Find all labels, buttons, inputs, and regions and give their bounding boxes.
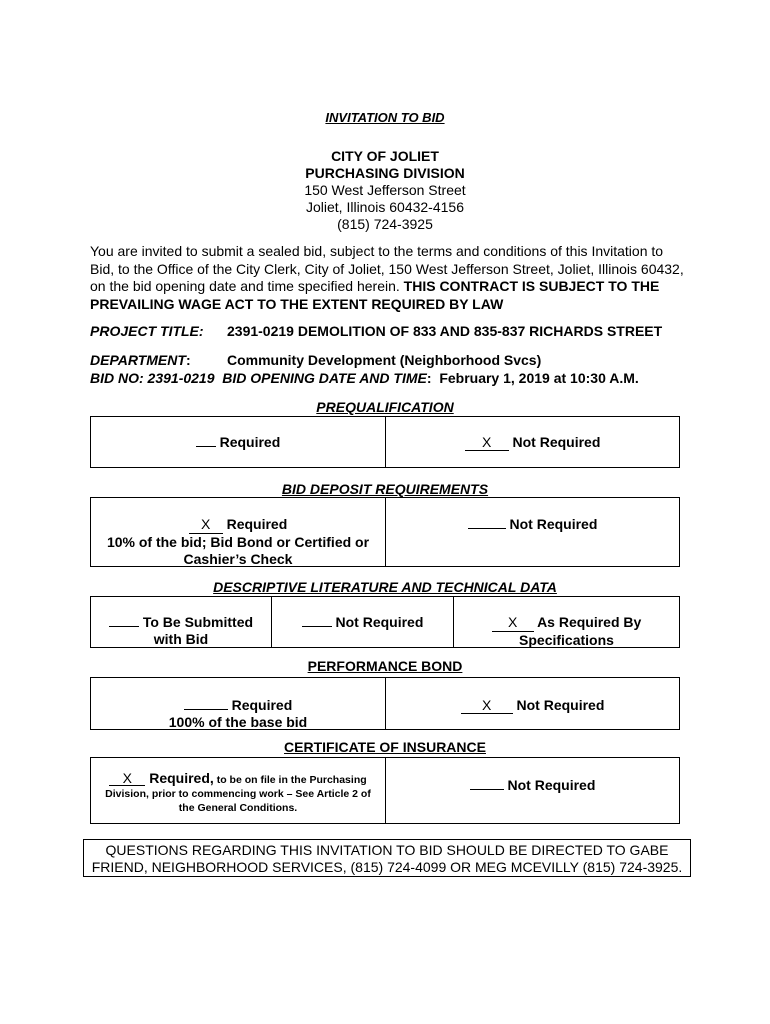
department-label-wrap <box>90 352 191 368</box>
questions-box <box>83 839 691 877</box>
prequalification-not-required-label: Not Required <box>512 434 601 450</box>
literature-not-required-mark <box>302 626 332 627</box>
literature-box <box>90 596 680 648</box>
insurance-required-cell <box>91 758 385 823</box>
insurance-required-label: Required, <box>149 770 214 786</box>
bid-deposit-required-mark: X <box>189 516 223 534</box>
issuer-division: PURCHASING DIVISION <box>305 165 465 181</box>
prequalification-required-label: Required <box>219 434 281 450</box>
project-title-value: 2391-0219 DEMOLITION OF 833 AND 835-837 RICHARDS STREET <box>227 323 663 339</box>
bid-deposit-not-required-mark <box>468 528 506 529</box>
performance-bond-not-required-cell <box>385 678 679 729</box>
literature-submitted-label-1: To Be Submitted <box>142 614 254 630</box>
department-colon: : <box>185 352 191 368</box>
literature-submitted-cell <box>91 597 271 647</box>
performance-bond-box <box>90 677 680 730</box>
bid-opening-colon: : <box>426 370 432 386</box>
intro-paragraph <box>90 243 690 313</box>
department-label: DEPARTMENT <box>90 352 186 368</box>
bid-deposit-not-required-label: Not Required <box>509 516 598 532</box>
literature-heading: DESCRIPTIVE LITERATURE AND TECHNICAL DATA <box>213 579 557 595</box>
performance-bond-required-label: Required <box>231 697 293 713</box>
intro-line-3-plain: on the bid opening date and time specified herein. <box>90 278 404 294</box>
project-title-label: PROJECT TITLE: <box>90 323 204 339</box>
intro-line-1: You are invited to submit a sealed bid, subject to the terms and conditions of this Invitation to <box>90 243 664 259</box>
intro-line-3 <box>90 278 690 296</box>
performance-bond-heading: PERFORMANCE BOND <box>307 658 463 674</box>
performance-bond-not-required-mark: X <box>461 697 513 714</box>
performance-bond-not-required-label: Not Required <box>516 697 605 713</box>
bid-deposit-required-cell <box>91 498 385 566</box>
insurance-required-detail-3: the General Conditions. <box>178 802 298 814</box>
intro-line-3-bold: THIS CONTRACT IS SUBJECT TO THE <box>403 278 660 294</box>
literature-submitted-mark <box>109 626 139 627</box>
bid-deposit-not-required-cell <box>385 498 679 566</box>
prequalification-box <box>90 416 680 468</box>
insurance-required-detail-2: Division, prior to commencing work – See Article 2 of <box>105 788 371 800</box>
intro-line-4: PREVAILING WAGE ACT TO THE EXTENT REQUIRED BY LAW <box>90 295 504 312</box>
issuer-street: 150 West Jefferson Street <box>304 182 466 198</box>
document-title: INVITATION TO BID <box>325 110 445 125</box>
questions-line-1: QUESTIONS REGARDING THIS INVITATION TO BID SHOULD BE DIRECTED TO GABE <box>105 842 669 858</box>
bid-deposit-required-line <box>91 516 385 534</box>
bid-number-row <box>90 370 639 386</box>
bid-opening-value: February 1, 2019 at 10:30 A.M. <box>439 370 639 386</box>
bid-deposit-required-label: Required <box>226 516 288 532</box>
issuer-city-state-zip: Joliet, Illinois 60432-4156 <box>306 199 464 215</box>
performance-bond-required-detail: 100% of the base bid <box>168 714 308 730</box>
literature-submitted-label-2: with Bid <box>153 631 209 647</box>
prequalification-not-required-cell <box>385 417 679 467</box>
bid-deposit-detail-1: 10% of the bid; Bid Bond or Certified or <box>106 534 370 550</box>
insurance-not-required-cell <box>385 758 679 823</box>
bid-opening-label: BID OPENING DATE AND TIME <box>222 370 427 386</box>
issuer-city: CITY OF JOLIET <box>331 148 439 164</box>
prequalification-required-mark <box>196 446 216 447</box>
literature-not-required-label: Not Required <box>335 614 424 630</box>
bid-deposit-box <box>90 497 680 567</box>
performance-bond-required-cell <box>91 678 385 729</box>
intro-line-2: Bid, to the Office of the City Clerk, City of Joliet, 150 West Jefferson Street, Joliet, Illinois 60432, <box>90 260 684 277</box>
literature-as-required-mark: X <box>492 614 534 632</box>
department-value: Community Development (Neighborhood Svcs) <box>227 352 542 368</box>
insurance-required-mark: X <box>109 771 145 786</box>
issuer-phone: (815) 724-3925 <box>337 216 433 232</box>
bid-deposit-heading: BID DEPOSIT REQUIREMENTS <box>281 481 489 497</box>
insurance-not-required-mark <box>470 789 504 790</box>
literature-submitted-line <box>91 614 271 631</box>
bid-deposit-detail-2: Cashier’s Check <box>183 551 293 567</box>
insurance-box <box>90 757 680 824</box>
literature-not-required-cell <box>271 597 453 647</box>
insurance-heading: CERTIFICATE OF INSURANCE <box>284 739 486 755</box>
performance-bond-required-mark <box>184 709 228 710</box>
prequalification-required-cell <box>91 417 385 467</box>
insurance-required-detail-1: to be on file in the Purchasing <box>213 774 367 786</box>
prequalification-heading: PREQUALIFICATION <box>316 399 454 415</box>
performance-bond-required-line <box>91 697 385 714</box>
literature-as-required-cell <box>453 597 679 647</box>
literature-as-required-line <box>454 614 679 632</box>
insurance-required-line <box>91 771 385 787</box>
insurance-not-required-label: Not Required <box>507 777 596 793</box>
bid-number-label: BID NO: 2391-0219 <box>90 370 215 386</box>
issuer-block <box>0 148 770 233</box>
literature-as-required-label-2: Specifications <box>519 632 614 648</box>
literature-as-required-label-1: As Required By <box>537 614 642 630</box>
questions-line-2: FRIEND, NEIGHBORHOOD SERVICES, (815) 724-4099 OR MEG MCEVILLY (815) 724-3925. <box>91 859 683 875</box>
prequalification-not-required-mark: X <box>465 434 509 451</box>
